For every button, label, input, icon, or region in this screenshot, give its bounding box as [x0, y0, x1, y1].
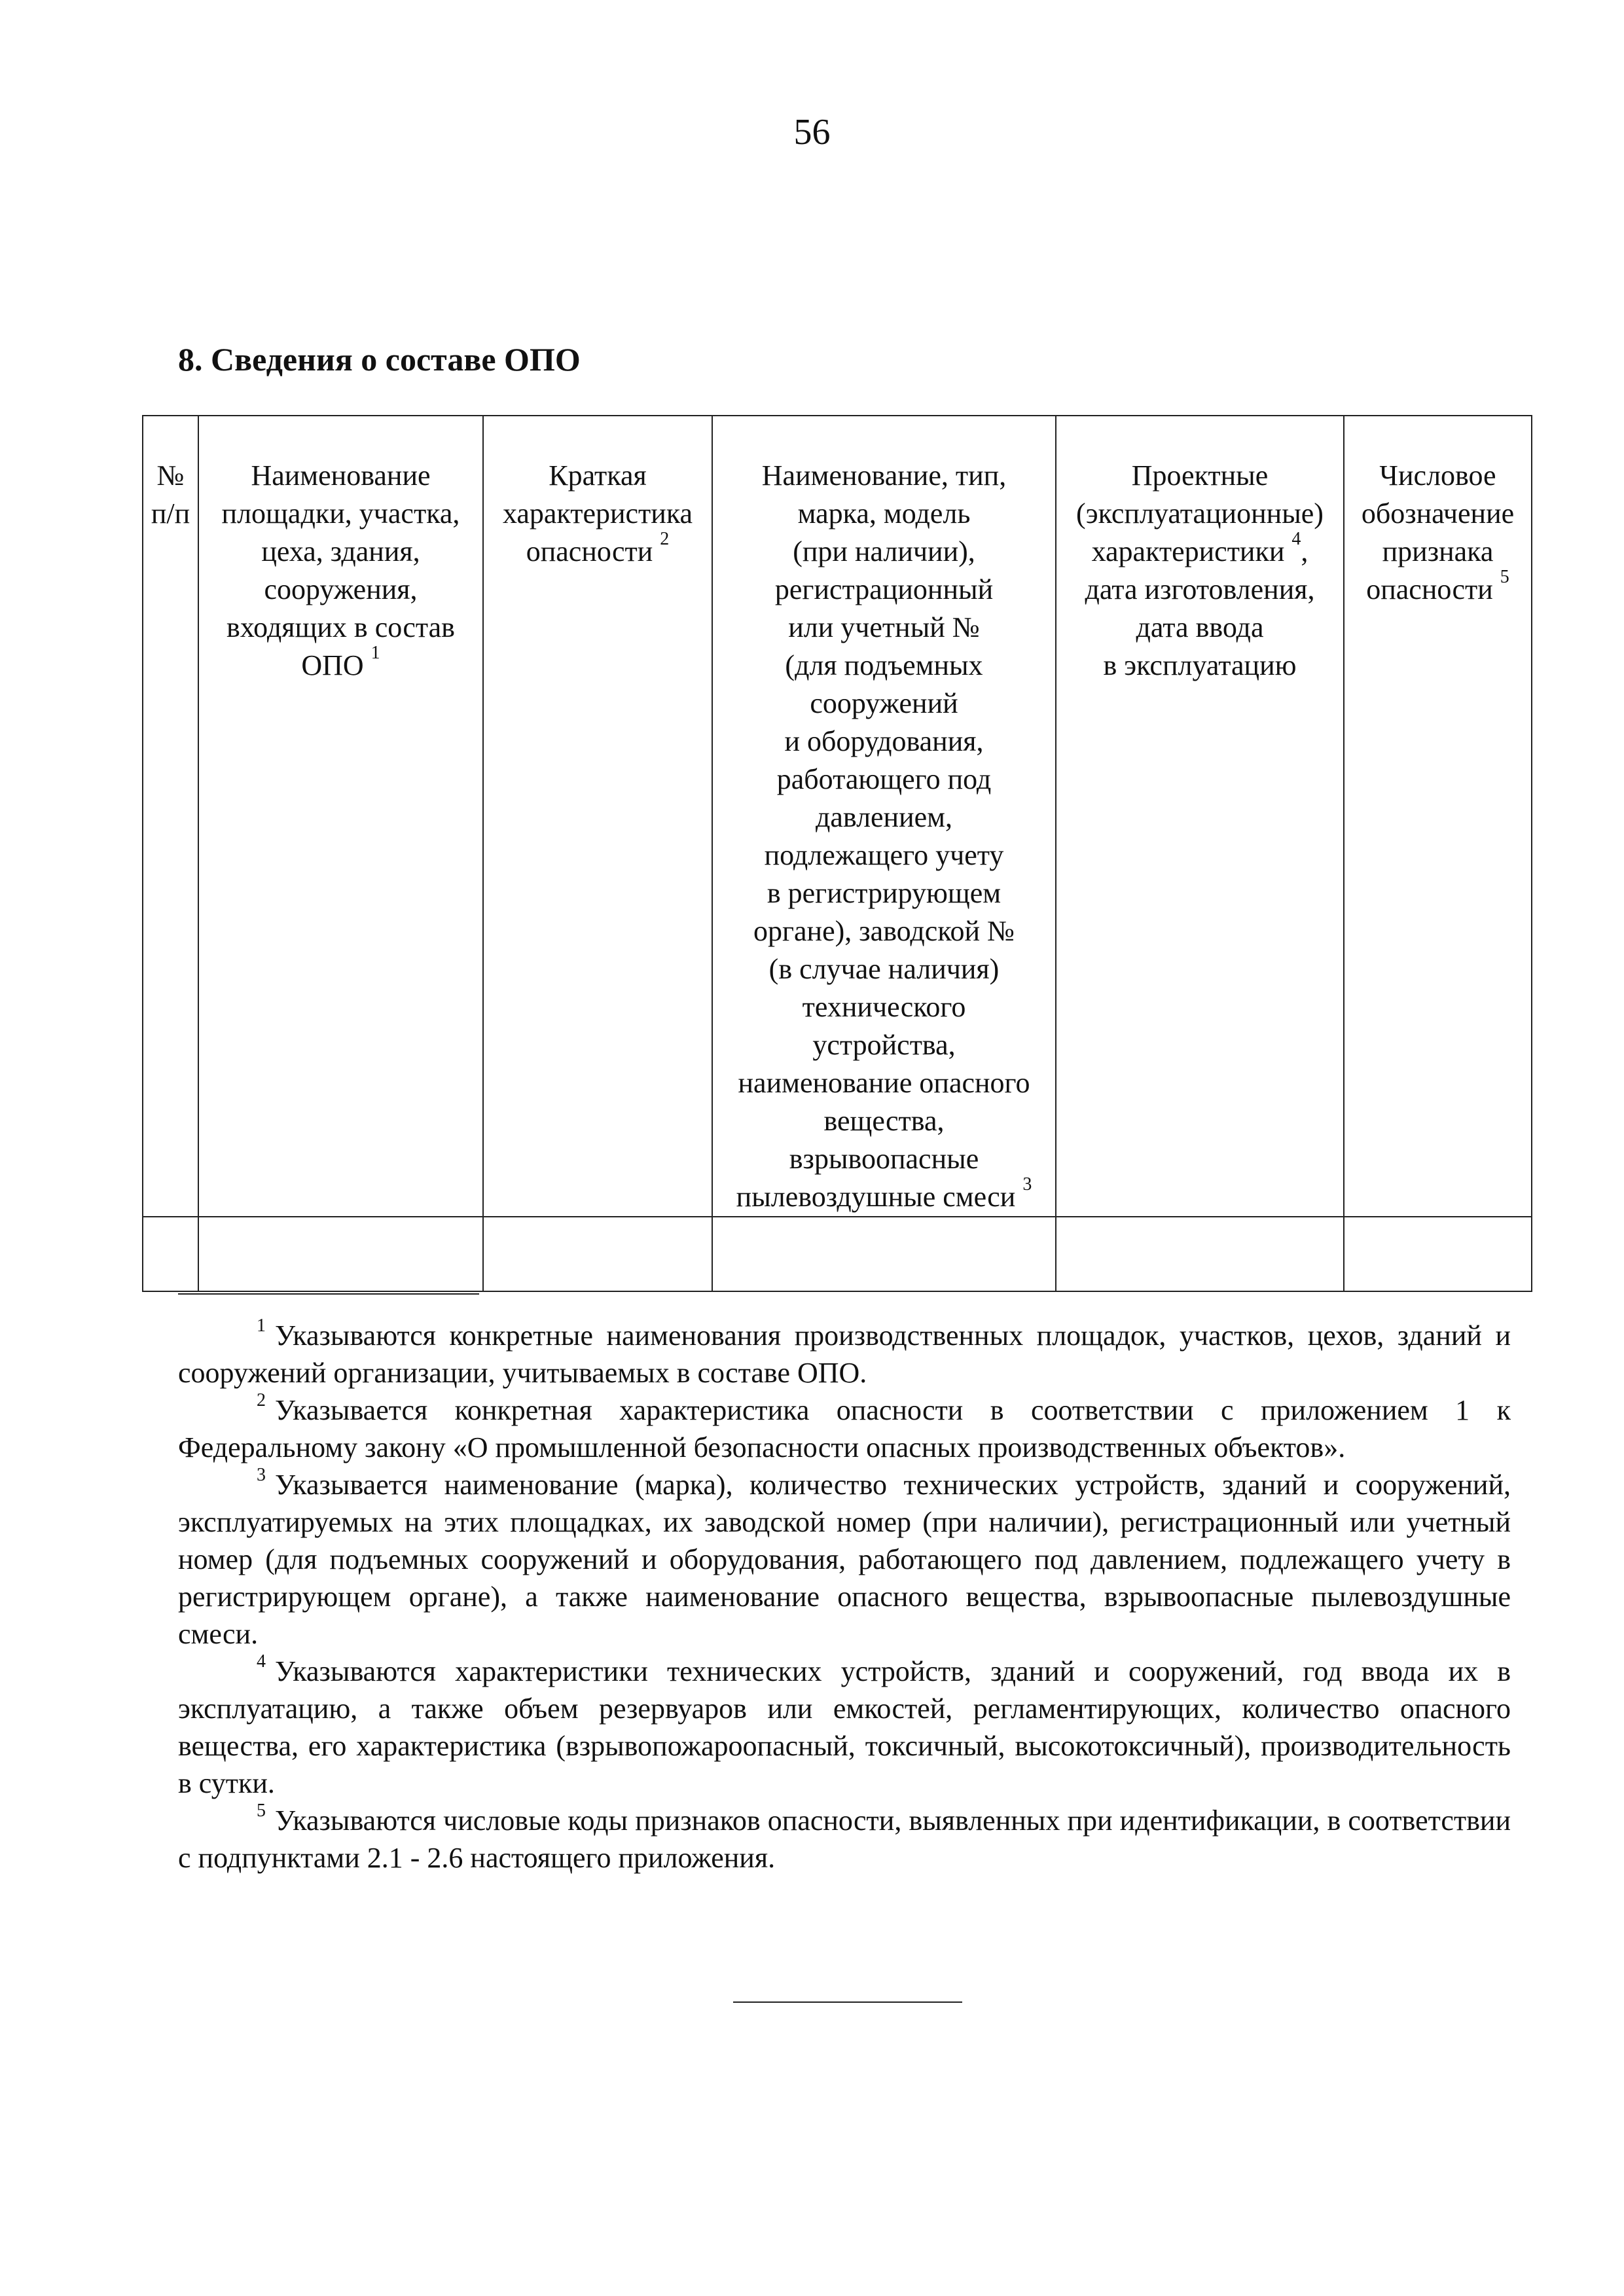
empty-cell [483, 1217, 712, 1291]
end-divider [733, 2001, 962, 2003]
col-header-number: № п/п [143, 416, 198, 1217]
empty-cell [1344, 1217, 1532, 1291]
footnote-2: $^2$ Указывается конкретная характеристика опасности в соответствии с приложением 1 к Федеральному закону «О промышленной безопасности опасных производственных объектов». [178, 1390, 1511, 1463]
footnotes [178, 1317, 1511, 1876]
opo-composition-table [142, 415, 1532, 1292]
col-header-site-name: Наименование площадки, участка, цеха, здания, сооружения, входящих в состав ОПО $^1$ [198, 416, 483, 1217]
footnote-ref-1: 1 [370, 643, 380, 663]
page-number: 56 [793, 112, 831, 152]
footnote-4: $^4$ Указываются характеристики технических устройств, зданий и сооружений, год ввода их в эксплуатацию, а также объем резервуаров или емкостей, регламентирующих, количество опасного вещества, его характеристика (взрывопожароопасный, токсичный, высокотоксичный), производительность в сутки. [178, 1651, 1511, 1799]
footnote-ref-2: 2 [660, 529, 670, 549]
footnote-divider [178, 1293, 479, 1295]
table-row [143, 1217, 1532, 1291]
section-title: 8. Сведения о составе ОПО [178, 341, 581, 378]
col-header-design-characteristics: Проектные (эксплуатационные) характеристики $^4$, дата изготовления, дата ввода в эксплуатацию [1056, 416, 1344, 1217]
footnote-5: $^5$ Указываются числовые коды признаков опасности, выявленных при идентификации, в соответствии с подпунктами 2.1 - 2.6 настоящего приложения. [178, 1801, 1511, 1874]
footnote-3: $^3$ Указывается наименование (марка), количество технических устройств, зданий и сооружений, эксплуатируемых на этих площадках, их заводской номер (при наличии), регистрационный или учетный номер (для подъемных сооружений и оборудования, работающего под давлением, подлежащего учету в регистрирующем органе), а также наименование опасного вещества, взрывоопасные пылевоздушные смеси. [178, 1465, 1511, 1650]
col-header-equipment-name: Наименование, тип, марка, модель (при наличии), регистрационный или учетный № (для подъемных сооружений и оборудования, работающего под давлением, подлежащего учету в регистрирующем органе), заводской № (в случае наличия) технического устройства, наименование опасного вещества, взрывоопасные пылевоздушные смеси $^3$ [712, 416, 1056, 1217]
footnote-ref-3: 3 [1022, 1174, 1032, 1194]
empty-cell [198, 1217, 483, 1291]
empty-cell [712, 1217, 1056, 1291]
col-header-hazard-characteristic: Краткая характеристика опасности $^2$ [483, 416, 712, 1217]
table-header-row [143, 416, 1532, 1217]
footnote-ref-5: 5 [1500, 567, 1509, 587]
footnote-ref-4: 4 [1291, 529, 1301, 549]
col-header-hazard-code: Числовое обозначение признака опасности $^5$ [1344, 416, 1532, 1217]
footnote-1: $^1$ Указываются конкретные наименования производственных площадок, участков, цехов, зданий и сооружений организации, учитываемых в составе ОПО. [178, 1316, 1511, 1389]
empty-cell [143, 1217, 198, 1291]
empty-cell [1056, 1217, 1344, 1291]
